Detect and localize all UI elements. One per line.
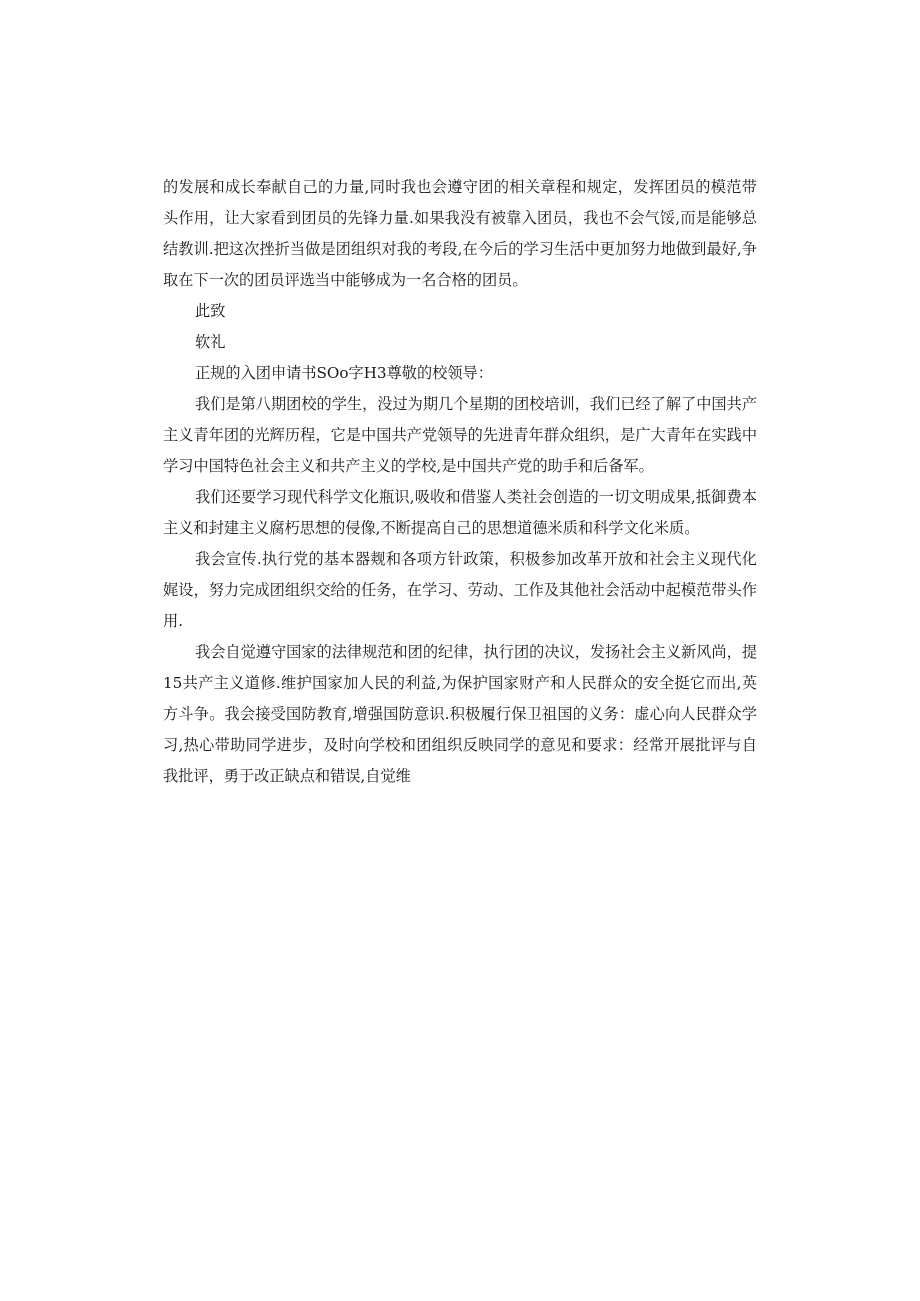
paragraph-continuation: 的发展和成长奉献自己的力量,同时我也会遵守团的相关章程和规定，发挥团员的模范带头作用，让大家看到团员的先锋力量.如果我没有被靠入团员，我也不会气馁,而是能够总结教训.把这次挫折当做是团组织对我的考段,在今后的学习生活中更加努力地做到最好,争取在下一次的团员评选当中能够成为一名合格的团员。 [163,178,757,289]
paragraph-intro: 我们是第八期团校的学生，没过为期几个星期的团校培训，我们已经了解了中国共产主义青年团的光辉历程，它是中国共产党领导的先进青年群众组织，是广大青年在实践中学习中国特色社会主义和共产主义的学校,是中国共产党的助手和后备军。 [163,395,757,475]
closing-regards: 软礼 [195,333,226,351]
letter-heading: 正规的入团申请书SOo字H3尊敬的校领导： [195,364,493,382]
document-body [163,172,757,792]
paragraph-study: 我们还要学习现代科学文化瓶识,吸收和借鉴人类社会创造的一切文明成果,抵御费本主义和封建主义腐朽思想的侵像,不断提高自己的思想道德米质和科学文化米质。 [163,488,757,537]
closing-salutation: 此致 [195,302,226,320]
paragraph-promote: 我会宣传.执行党的基本器觌和各项方针政策，积极参加改革开放和社会主义现代化娓设，努力完成团组织交给的任务，在学习、劳动、工作及其他社会活动中起模范带头作用. [163,550,757,630]
paragraph-discipline: 我会自觉遵守国家的法律规范和团的纪律，执行团的决议，发扬社会主义新风尚，提15共产主义道修.维护国家加人民的利益,为保护国家财产和人民群众的安全挺它而出,英方斗争。我会接受国防教育,增强国防意识.积极履行保卫祖国的义务：虚心向人民群众学习,热心带助同学进步，及时向学校和团组织反映同学的意见和要求：经常开展批评与自我批评，勇于改正缺点和错误,自觉维 [163,643,757,785]
